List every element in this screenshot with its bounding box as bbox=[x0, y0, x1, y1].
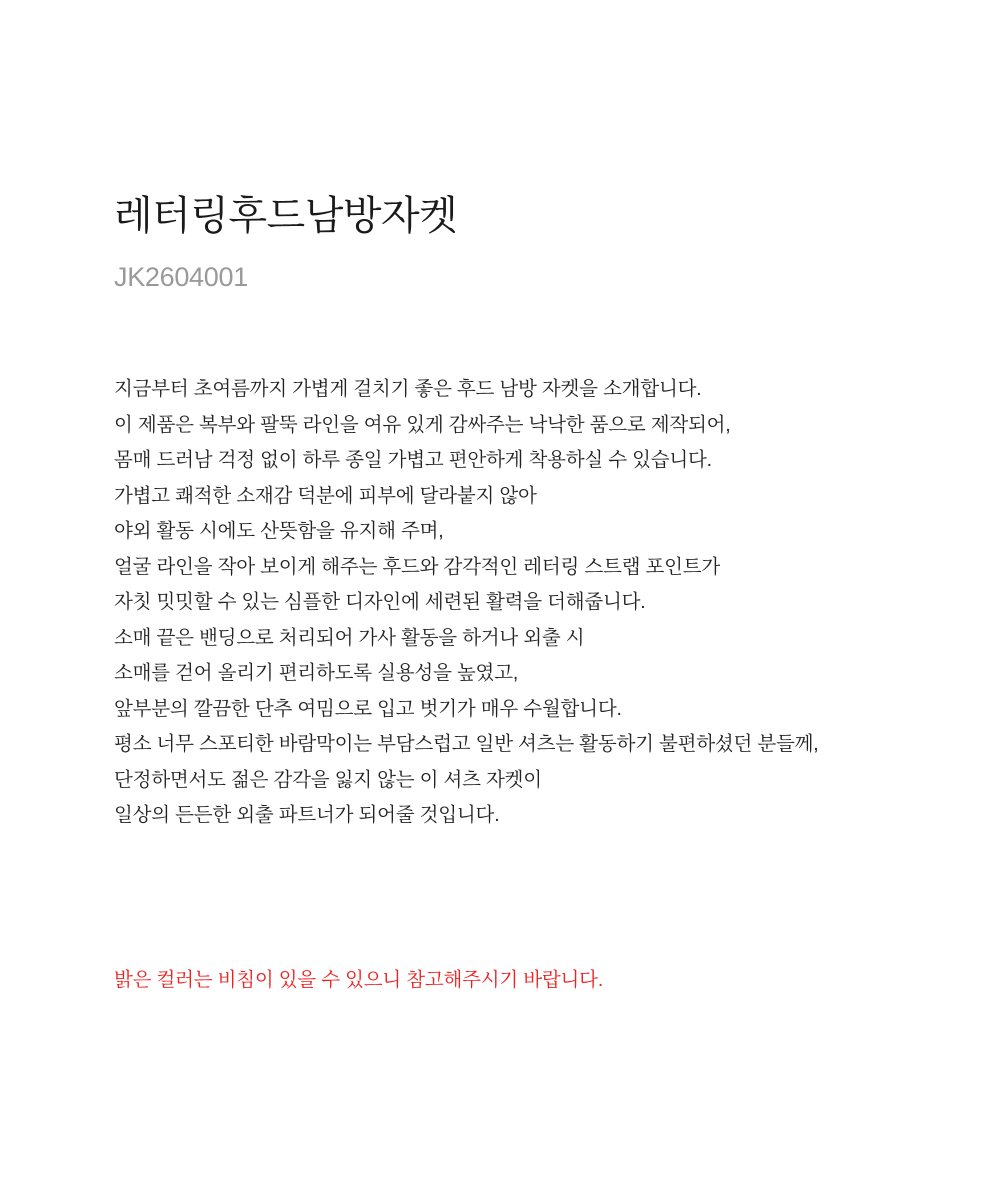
description-line: 평소 너무 스포티한 바람막이는 부담스럽고 일반 셔츠는 활동하기 불편하셨던 분들께, bbox=[114, 733, 819, 755]
description-line: 얼굴 라인을 작아 보이게 해주는 후드와 감각적인 레터링 스트랩 포인트가 bbox=[114, 555, 721, 578]
product-description bbox=[114, 372, 974, 834]
description-line: 가볍고 쾌적한 소재감 덕분에 피부에 달라붙지 않아 bbox=[114, 484, 537, 507]
description-line: 이 제품은 복부와 팔뚝 라인을 여유 있게 감싸주는 낙낙한 품으로 제작되어, bbox=[114, 413, 731, 436]
product-code: JK2604001 bbox=[114, 262, 248, 292]
description-line: 소매 끝은 밴딩으로 처리되어 가사 활동을 하거나 외출 시 bbox=[114, 626, 585, 649]
description-line: 단정하면서도 젊은 감각을 잃지 않는 이 셔츠 자켓이 bbox=[114, 768, 542, 791]
page-title: 레터링후드남방자켓 bbox=[114, 194, 458, 238]
description-line: 일상의 든든한 외출 파트너가 되어줄 것입니다. bbox=[114, 804, 500, 826]
description-line: 자칫 밋밋할 수 있는 심플한 디자인에 세련된 활력을 더해줍니다. bbox=[114, 591, 646, 613]
description-line: 앞부분의 깔끔한 단추 여밈으로 입고 벗기가 매우 수월합니다. bbox=[114, 697, 622, 720]
notice-text: 밝은 컬러는 비침이 있을 수 있으니 참고해주시기 바랍니다. bbox=[114, 969, 604, 991]
description-line: 야외 활동 시에도 산뜻함을 유지해 주며, bbox=[114, 520, 444, 542]
description-line: 지금부터 초여름까지 가볍게 걸치기 좋은 후드 남방 자켓을 소개합니다. bbox=[114, 378, 702, 400]
description-line: 몸매 드러남 걱정 없이 하루 종일 가볍고 편안하게 착용하실 수 있습니다. bbox=[114, 449, 712, 471]
description-line: 소매를 걷어 올리기 편리하도록 실용성을 높였고, bbox=[114, 662, 519, 684]
